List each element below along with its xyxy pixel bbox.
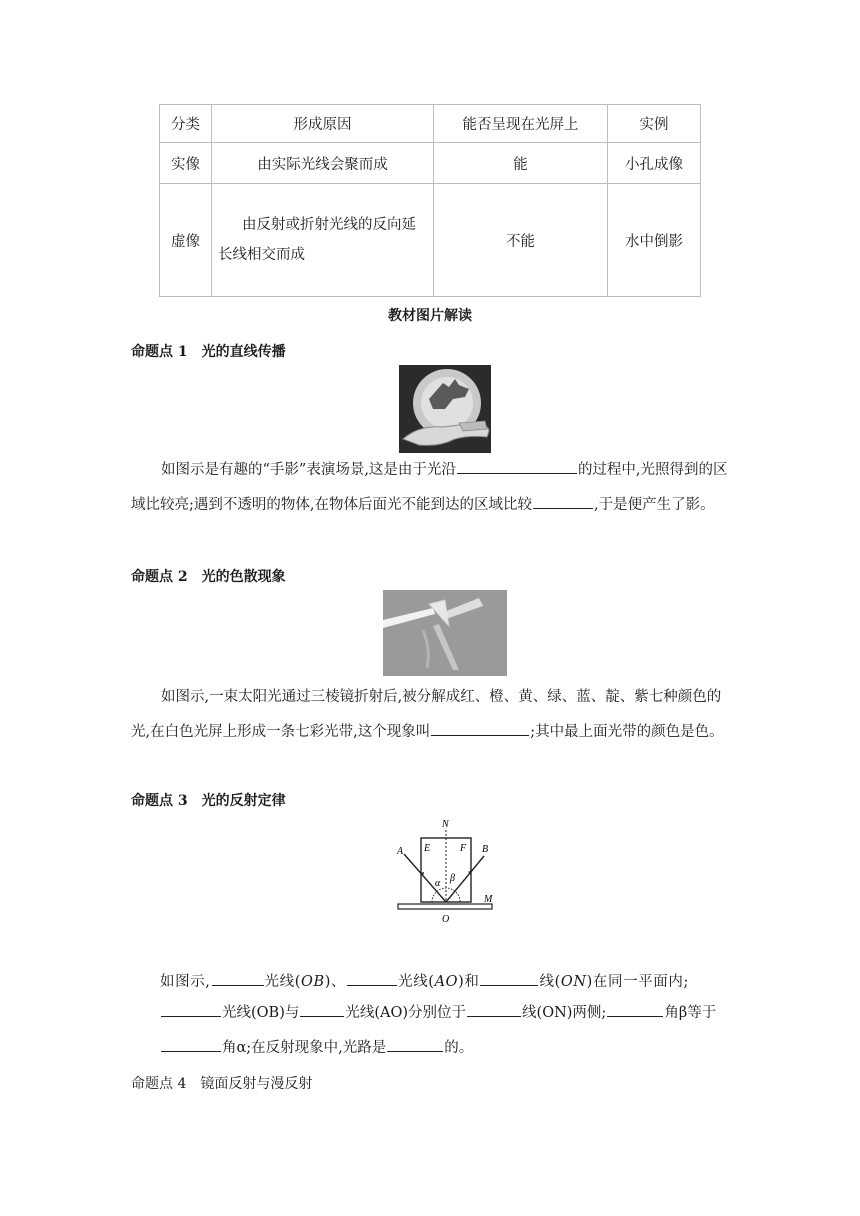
topic-3-line-2 <box>160 995 740 1031</box>
topic-heading: 命题点 3 光的反射定律 <box>131 793 286 809</box>
label-b: B <box>482 844 489 855</box>
topic-3-text: )、 <box>324 974 347 990</box>
topic-3-text: 如图示, <box>160 974 211 990</box>
topic-1-text-c: ,于是便产生了影。 <box>594 497 715 513</box>
topic-2-text-b: ;其中最上面光带的颜色是 <box>530 724 695 740</box>
topic-1-paragraph <box>131 453 737 523</box>
label-a: A <box>397 846 404 857</box>
answer-blank[interactable] <box>533 491 593 509</box>
table-cell: 水中倒影 <box>608 184 701 297</box>
label-o: O <box>442 914 450 924</box>
table-header-row <box>160 105 701 143</box>
topic-heading: 命题点 1 光的直线传播 <box>131 344 286 360</box>
topic-3-text: 角β等于 <box>664 1005 717 1021</box>
topic-3-text: 线( <box>539 974 561 990</box>
hand-shadow-image <box>399 365 491 453</box>
topic-2-text-a: 如图示,一束太阳光通过三棱镜折射后,被分解成红、橙、黄、绿、蓝、靛、紫七种颜色的光,在白色光屏上形成一条七彩光带,这个现象叫 <box>131 689 722 740</box>
label-n: N <box>442 819 449 830</box>
table-cell: 实像 <box>160 143 212 184</box>
answer-blank[interactable] <box>387 1034 443 1052</box>
answer-blank[interactable] <box>607 999 663 1017</box>
label-f: F <box>460 843 467 854</box>
topic-heading: 命题点 4 镜面反射与漫反射 <box>131 1076 313 1092</box>
topic-3-text: )在同一平面内; <box>586 974 689 990</box>
table-cell: 由实际光线会聚而成 <box>212 143 434 184</box>
answer-blank[interactable] <box>212 968 264 986</box>
image-classification-table <box>159 104 701 297</box>
reflection-law-diagram <box>390 818 500 924</box>
table-row <box>160 184 701 297</box>
topic-3-text: 光线(AO)分别位于 <box>345 1005 467 1021</box>
table-header-cell: 分类 <box>160 105 212 143</box>
topic-3-text: 的。 <box>444 1040 474 1056</box>
answer-blank[interactable] <box>347 968 397 986</box>
topic-1-text-b: 的过程中,光照得到的区域比较亮;遇到不透明的物体,在物体后面光不能到达的区域比较 <box>131 462 728 513</box>
table-header-cell: 实例 <box>608 105 701 143</box>
answer-blank[interactable] <box>161 999 221 1017</box>
table-cell: 由反射或折射光线的反向延长线相交而成 <box>212 184 434 297</box>
label-m: M <box>484 894 493 905</box>
topic-1-text-a: 如图示是有趣的“手影”表演场景,这是由于光沿 <box>161 462 456 478</box>
answer-blank[interactable] <box>431 718 529 736</box>
prism-dispersion-image <box>383 590 507 676</box>
label-alpha: α <box>435 878 441 889</box>
topic-3-text: 角α;在反射现象中,光路是 <box>222 1040 387 1056</box>
answer-blank[interactable] <box>161 1034 221 1052</box>
topic-3-line-3 <box>160 1030 740 1066</box>
variable-ao: AO <box>434 974 459 990</box>
topic-3-text: 光线(OB)与 <box>222 1005 300 1021</box>
label-e: E <box>424 843 431 854</box>
topic-3-text: 光线( <box>398 974 435 990</box>
answer-blank[interactable] <box>480 968 538 986</box>
topic-3-text: 光线( <box>264 974 301 990</box>
table-cell: 不能 <box>434 184 608 297</box>
table-cell: 能 <box>434 143 608 184</box>
table-header-cell: 能否呈现在光屏上 <box>434 105 608 143</box>
table-cell: 虚像 <box>160 184 212 297</box>
table-header-cell: 形成原因 <box>212 105 434 143</box>
topic-heading: 命题点 2 光的色散现象 <box>131 569 286 585</box>
table-cell: 小孔成像 <box>608 143 701 184</box>
table-row <box>160 143 701 184</box>
topic-2-text-c: 色。 <box>694 724 724 740</box>
answer-blank[interactable] <box>300 999 344 1017</box>
topic-3-text: )和 <box>458 974 480 990</box>
answer-blank[interactable] <box>467 999 521 1017</box>
variable-ob: OB <box>300 974 325 990</box>
label-beta: β <box>450 873 455 884</box>
topic-3-text: 线(ON)两侧; <box>522 1005 607 1021</box>
topic-2-paragraph <box>131 680 737 750</box>
variable-on: ON <box>560 974 587 990</box>
answer-blank[interactable] <box>457 456 577 474</box>
section-title: 教材图片解读 <box>388 308 472 324</box>
